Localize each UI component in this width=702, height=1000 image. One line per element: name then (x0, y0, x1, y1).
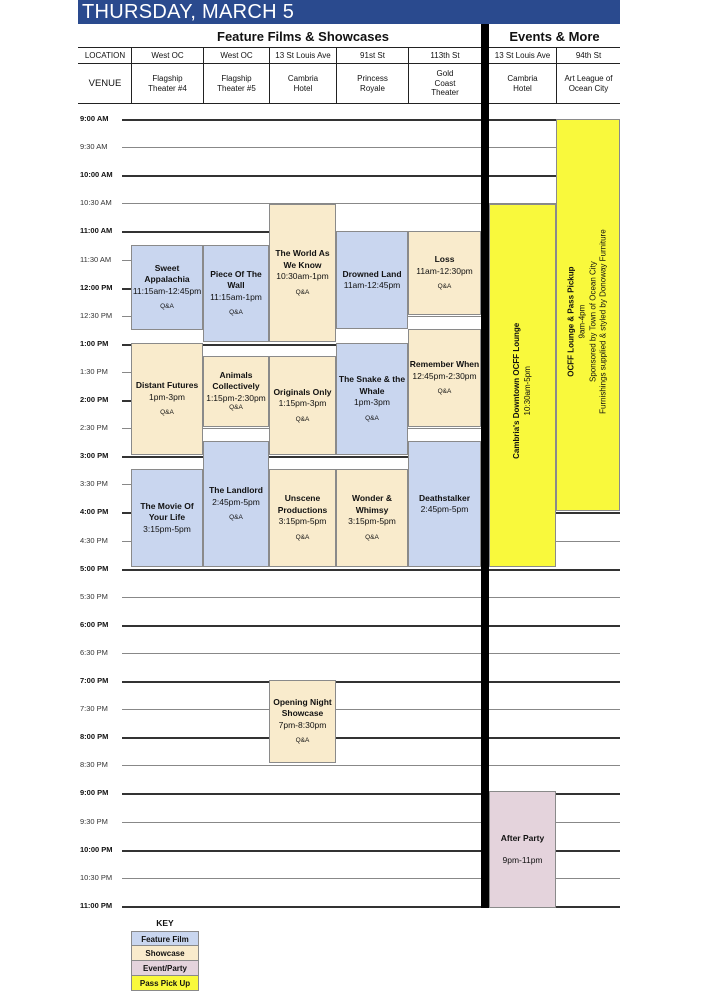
time-label: 7:30 PM (80, 704, 108, 713)
block-time: 11:15am-12:45pm (132, 285, 202, 296)
block-time: 9pm-11pm (502, 854, 543, 865)
pass-pickup-furnishings: Furnishings supplied & styled by Donoway Furniture (598, 229, 608, 414)
block-title: Sweet Appalachia (144, 262, 190, 285)
qa-label: Q&A (229, 404, 243, 412)
showcase-block[interactable] (336, 469, 408, 567)
time-gridline (122, 597, 620, 598)
column-location: 91st St (336, 48, 408, 63)
time-label: 2:00 PM (80, 395, 109, 404)
venue-row-label: VENUE (88, 78, 122, 89)
lounge-event-block[interactable] (489, 204, 556, 567)
block-time: 12:45pm-2:30pm (412, 370, 477, 381)
qa-label: Q&A (365, 414, 379, 422)
time-label: 4:00 PM (80, 507, 109, 516)
block-time: 1pm-3pm (354, 397, 390, 408)
time-label: 3:30 PM (80, 479, 108, 488)
time-gridline (122, 681, 620, 683)
time-label: 12:00 PM (80, 283, 113, 292)
block-time: 2:45pm-5pm (212, 496, 260, 507)
time-label: 9:30 PM (80, 817, 108, 826)
feature-film-block[interactable] (203, 441, 269, 567)
key-showcase: Showcase (131, 946, 199, 961)
showcase-block[interactable] (269, 204, 336, 342)
qa-label: Q&A (295, 415, 310, 423)
column-venue: Art League of Ocean City (556, 64, 620, 103)
time-gridline (122, 119, 620, 121)
block-title: Wonder & Whimsy (352, 493, 392, 515)
column-location: 94th St (556, 48, 620, 63)
time-gridline (122, 737, 620, 739)
time-gridline (122, 175, 620, 177)
feature-film-block[interactable] (131, 469, 203, 567)
time-label: 8:00 PM (80, 732, 109, 741)
showcase-block[interactable] (131, 343, 203, 455)
qa-label: Q&A (229, 309, 243, 317)
block-title: Unscene Productions (277, 493, 328, 515)
qa-label: Q&A (229, 514, 243, 522)
block-title: Deathstalker (418, 492, 471, 503)
block-time: 1pm-3pm (149, 391, 185, 402)
block-time: 1:15pm-3pm (278, 398, 327, 409)
event-party-block[interactable] (489, 791, 556, 908)
showcase-block[interactable] (408, 231, 481, 315)
feature-film-block[interactable] (131, 245, 203, 330)
column-location: 113th St (408, 48, 481, 63)
block-time: 2:45pm-5pm (420, 504, 469, 514)
lounge-event-title: Cambria's Downtown OCFF Lounge (512, 322, 522, 459)
time-label: 6:30 PM (80, 648, 108, 657)
time-label: 4:30 PM (80, 536, 108, 545)
pass-pickup-title: OCFF Lounge & Pass Pickup (566, 266, 576, 377)
time-label: 10:00 AM (80, 170, 113, 179)
time-label: 11:00 PM (80, 901, 113, 910)
day-header: THURSDAY, MARCH 5 (78, 0, 620, 24)
column-location: 13 St Louis Ave (494, 50, 551, 60)
feature-film-block[interactable] (408, 441, 481, 567)
column-location: 13 St Louis Ave (269, 48, 336, 63)
column-venue: Cambria Hotel (507, 73, 538, 93)
column-venue: Cambria Hotel (269, 64, 336, 103)
section-divider (481, 24, 489, 908)
block-title: The World As We Know (275, 248, 330, 270)
showcase-block[interactable] (408, 329, 481, 427)
time-label: 10:00 PM (80, 845, 113, 854)
block-time: 1:15pm-2:30pm (206, 392, 266, 403)
feature-film-block[interactable] (336, 231, 408, 329)
column-location: West OC (203, 48, 269, 63)
showcase-block[interactable] (269, 680, 336, 763)
time-label: 6:00 PM (80, 620, 109, 629)
legend-key (131, 918, 199, 991)
block-title: Distant Futures (135, 380, 199, 391)
time-label: 12:30 PM (80, 311, 113, 320)
time-label: 11:00 AM (80, 226, 113, 235)
showcase-block[interactable] (269, 356, 336, 455)
time-label: 5:30 PM (80, 592, 108, 601)
time-gridline (122, 625, 620, 627)
block-title: Originals Only (273, 386, 332, 397)
column-venue: Gold Coast Theater (408, 64, 481, 103)
qa-label: Q&A (437, 283, 452, 291)
pass-pickup-block[interactable] (556, 119, 620, 511)
time-gridline (122, 147, 620, 148)
time-label: 11:30 AM (80, 255, 112, 264)
block-title: Remember When (409, 359, 480, 370)
pass-pickup-sponsor: Sponsored by Town of Ocean City (588, 261, 597, 382)
time-label: 1:00 PM (80, 339, 109, 348)
time-label: 9:00 PM (80, 788, 109, 797)
column-venue: Flagship Theater #5 (203, 64, 269, 103)
block-title: Drowned Land (342, 268, 402, 279)
column-venue: Flagship Theater #4 (131, 64, 203, 103)
block-title: Piece Of The Wall (210, 268, 262, 291)
key-feature-film: Feature Film (131, 931, 199, 946)
block-time: 11am-12:45pm (343, 280, 401, 290)
time-label: 3:00 PM (80, 451, 109, 460)
lounge-event-text (512, 241, 534, 541)
time-label: 10:30 PM (80, 873, 113, 882)
qa-label: Q&A (365, 533, 379, 541)
block-time: 3:15pm-5pm (278, 516, 327, 527)
block-time: 10:30am-1pm (276, 271, 329, 282)
block-title: The Snake & the Whale (338, 374, 406, 396)
column-location: West OC (131, 48, 203, 63)
qa-label: Q&A (295, 533, 310, 541)
films-section-title: Feature Films & Showcases (217, 29, 389, 44)
block-time: 11:15am-1pm (210, 291, 262, 302)
block-title: Animals Collectively (212, 369, 260, 392)
time-label: 7:00 PM (80, 676, 109, 685)
column-venue: Princess Royale (336, 64, 408, 103)
qa-label: Q&A (295, 288, 310, 296)
location-row-label: LOCATION (84, 51, 126, 60)
feature-film-block[interactable] (203, 245, 269, 342)
block-time: 3:15pm-5pm (348, 516, 396, 527)
feature-film-block[interactable] (336, 343, 408, 455)
key-event-party: Event/Party (131, 961, 199, 976)
showcase-block[interactable] (203, 356, 269, 427)
block-time: 7pm-8:30pm (278, 719, 327, 730)
block-title: Opening Night Showcase (273, 696, 332, 719)
qa-label: Q&A (295, 737, 310, 745)
pass-pickup-time: 9am-4pm (577, 304, 587, 339)
qa-label: Q&A (160, 303, 174, 311)
lounge-event-time: 10:30am-5pm (523, 366, 532, 416)
time-label: 1:30 PM (80, 367, 108, 376)
showcase-block[interactable] (269, 469, 336, 567)
time-gridline (122, 765, 620, 766)
time-label: 9:00 AM (80, 114, 109, 123)
time-gridline (122, 709, 620, 710)
time-label: 10:30 AM (80, 198, 112, 207)
events-section-title: Events & More (509, 29, 600, 44)
key-title: KEY (156, 918, 174, 928)
block-title: The Landlord (209, 485, 263, 496)
block-title: The Movie Of Your Life (140, 500, 194, 523)
time-label: 9:30 AM (80, 142, 108, 151)
block-time: 11am-12:30pm (416, 265, 473, 276)
block-title: After Party (500, 833, 545, 844)
block-title: Loss (434, 254, 455, 265)
header-rule-bottom (78, 103, 620, 104)
time-gridline (122, 653, 620, 654)
time-gridline (122, 569, 620, 571)
qa-label: Q&A (160, 409, 174, 417)
qa-label: Q&A (437, 388, 452, 396)
block-time: 3:15pm-5pm (143, 523, 191, 534)
time-label: 5:00 PM (80, 564, 109, 573)
pass-pickup-text (566, 152, 609, 492)
key-pass-pick-up: Pass Pick Up (131, 976, 199, 991)
time-label: 8:30 PM (80, 760, 108, 769)
time-label: 2:30 PM (80, 423, 108, 432)
